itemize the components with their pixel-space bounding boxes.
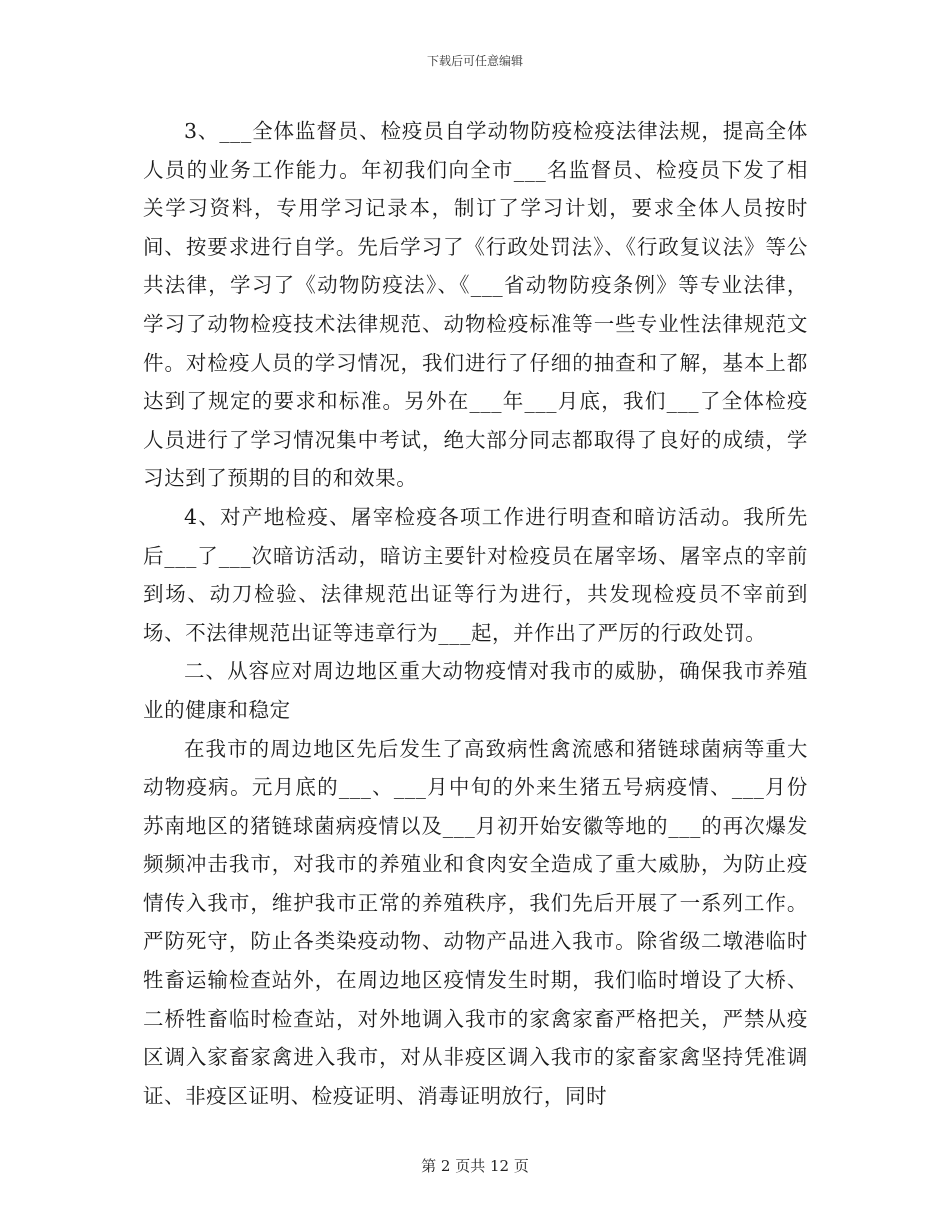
section-heading-2: 二、从容应对周边地区重大动物疫情对我市的威胁，确保我市养殖业的健康和稳定 <box>143 659 808 722</box>
page-header-note: 下载后可任意编辑 <box>426 54 523 68</box>
page-number: 第 2 页共 12 页 <box>421 1157 529 1175</box>
document-body <box>143 112 808 1115</box>
paragraph-item-4: 4、对产地检疫、屠宰检疫各项工作进行明查和暗访活动。我所先后___了___次暗访活动，暗访主要针对检疫员在屠宰场、屠宰点的宰前到场、动刀检验、法律规范出证等行为进行，共发现检疫员不宰前到场、不法律规范出证等违章行为___起，并作出了严厉的行政处罚。 <box>143 504 808 645</box>
paragraph-item-3: 3、___全体监督员、检疫员自学动物防疫检疫法律法规，提高全体人员的业务工作能力。年初我们向全市___名监督员、检疫员下发了相关学习资料，专用学习记录本，制订了学习计划，要求全体人员按时间、按要求进行自学。先后学习了《行政处罚法》、《行政复议法》等公共法律，学习了《动物防疫法》、《___省动物防疫条例》等专业法律，学习了动物检疫技术法律规范、动物检疫标准等一些专业性法律规范文件。对检疫人员的学习情况，我们进行了仔细的抽查和了解，基本上都达到了规定的要求和标准。另外在___年___月底，我们___了全体检疫人员进行了学习情况集中考试，绝大部分同志都取得了良好的成绩，学习达到了预期的目的和效果。 <box>143 119 808 491</box>
paragraph-epidemic-response: 在我市的周边地区先后发生了高致病性禽流感和猪链球菌病等重大动物疫病。元月底的___、___月中旬的外来生猪五号病疫情、___月份苏南地区的猪链球菌病疫情以及___月初开始安徽等地的___的再次爆发频频冲击我市，对我市的养殖业和食肉安全造成了重大威胁，为防止疫情传入我市，维护我市正常的养殖秩序，我们先后开展了一系列工作。严防死守，防止各类染疫动物、动物产品进入我市。除省级二墩港临时牲畜运输检查站外，在周边地区疫情发生时期，我们临时增设了大桥、二桥牲畜临时检查站，对外地调入我市的家禽家畜严格把关，严禁从疫区调入家畜家禽进入我市，对从非疫区调入我市的家畜家禽坚持凭准调证、非疫区证明、检疫证明、消毒证明放行，同时 <box>143 736 808 1108</box>
